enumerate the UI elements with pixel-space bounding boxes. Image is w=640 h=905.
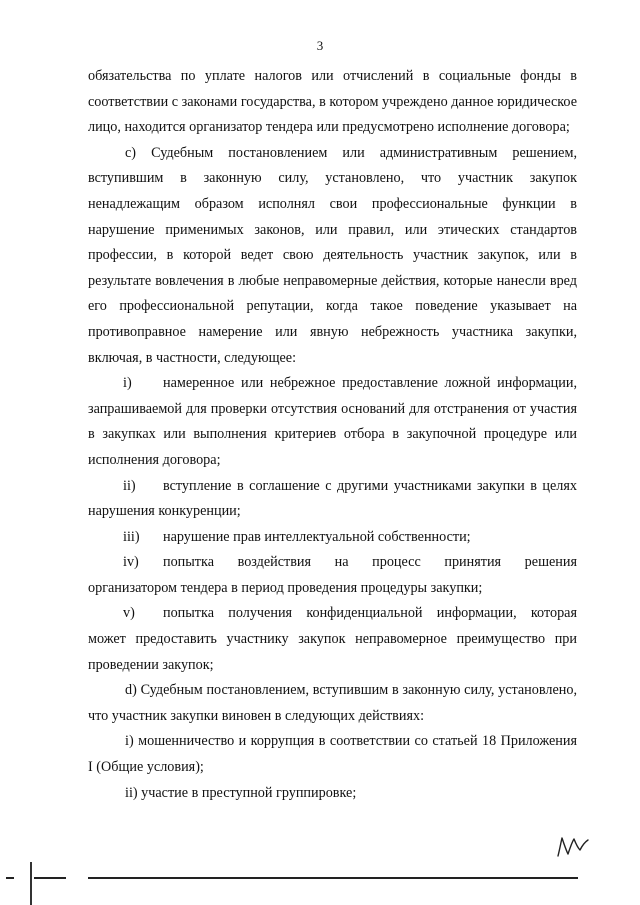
list-item-c-v [88, 601, 577, 678]
list-item-continuation: организатором тендера в период проведения процедуры закупки; [88, 579, 483, 596]
paragraph-d: d) Судебным постановлением, вступившим в законную силу, установлено, что участник закупки виновен в следующих действиях: [88, 682, 577, 724]
list-item-text: намеренное или небрежное предоставление ложной информации, [163, 375, 577, 392]
document-body [88, 64, 577, 806]
list-item-continuation: запрашиваемой для проверки отсутствия оснований для отстранения от участия в закупках или выполнения критериев отбора в закупочной процедуре или исполнения договора; [88, 400, 577, 468]
list-item-continuation: может предоставить участнику закупок неправомерное преимущество при проведении закупок; [88, 631, 577, 673]
list-item-text: вступление в соглашение с другими участниками закупки в целях [163, 477, 577, 494]
page-number: 3 [316, 38, 324, 53]
paragraph-c: c) Судебным постановлением или административным решением, вступившим в законную силу, установлено, что участник закупок ненадлежащим образом исполнял свои профессиональные функции в нарушение применимых законов, или правил, или этических стандартов профессии, в которой ведет свою деятельность участник закупок, или в результате вовлечения в любые неправомерные действия, которые нанесли вред его профессиональной репутации, когда такое поведение указывает на противоправное намерение или явную небрежность участника закупки, включая, в частности, следующее: [88, 144, 577, 366]
list-item-text: попытка получения конфиденциальной информации, которая [163, 605, 577, 622]
list-item-number: iv) [123, 554, 139, 571]
list-item-c-ii [88, 474, 577, 525]
list-item-c-iii [88, 525, 577, 551]
footer-rule [88, 877, 578, 879]
list-item-text: попытка воздействия на процесс принятия решения [163, 554, 577, 571]
list-item-d-ii: ii) участие в преступной группировке; [125, 784, 357, 801]
margin-tick [6, 877, 14, 879]
list-item-c-iv [88, 550, 577, 601]
signature-mark [554, 826, 594, 866]
paragraph-intro: обязательства по уплате налогов или отчислений в социальные фонды в соответствии с законами государства, в котором учреждено данное юридическое лицо, находится организатор тендера или предусмотрено исполнение договора; [88, 68, 577, 136]
list-item-number: iii) [123, 528, 140, 545]
list-item-d-i: i) мошенничество и коррупция в соответствии со статьей 18 Приложения I (Общие условия); [88, 733, 577, 776]
list-item-number: i) [123, 375, 132, 392]
list-item-text: нарушение прав интеллектуальной собственности; [163, 528, 471, 545]
list-item-number: v) [123, 605, 135, 622]
list-item-c-i [88, 371, 577, 473]
list-item-continuation: нарушения конкуренции; [88, 503, 241, 520]
list-item-number: ii) [123, 477, 136, 494]
footer-rule-short [34, 877, 66, 879]
scan-edge-mark [30, 862, 32, 905]
